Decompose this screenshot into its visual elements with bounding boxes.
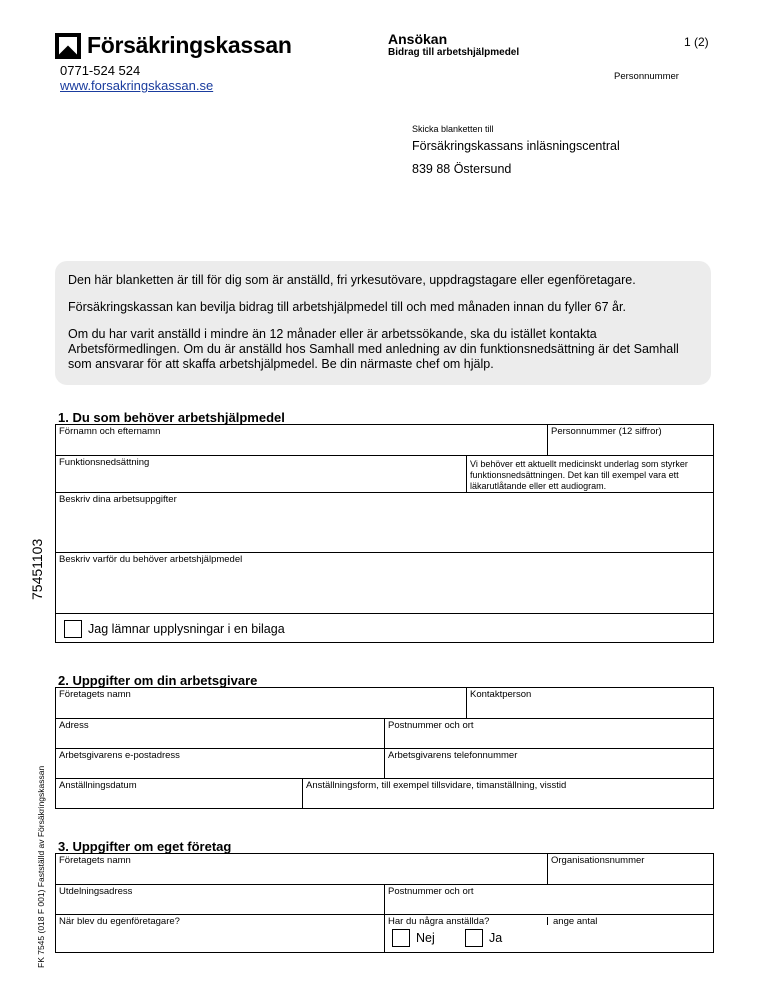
employer-email-label: Arbetsgivarens e-postadress [59,750,180,761]
employees-no-label: Nej [416,931,435,945]
phone-number: 0771-524 524 [60,63,141,78]
employee-count-field[interactable] [550,915,713,935]
employer-address-label: Adress [59,720,89,731]
website-link[interactable]: www.forsakringskassan.se [60,78,214,93]
employees-question: Har du några anställda? [388,916,490,927]
section-3-form [55,853,714,953]
own-company-field[interactable] [56,854,547,884]
personnummer-field[interactable] [548,425,713,455]
personnummer-label: Personnummer (12 siffror) [551,426,662,437]
need-reason-label: Beskriv varför du behöver arbetshjälpmedel [59,554,243,565]
delivery-address-field[interactable] [56,885,384,914]
employer-phone-label: Arbetsgivarens telefonnummer [388,750,518,761]
employer-company-field[interactable] [56,688,466,718]
self-employed-since-field[interactable] [56,915,384,952]
employees-yes-label: Ja [489,931,503,945]
self-employed-since-label: När blev du egenföretagare? [59,916,180,927]
section-2-title: 2. Uppgifter om din arbetsgivare [58,673,258,688]
delivery-address-label: Utdelningsadress [59,886,133,897]
employer-email-field[interactable] [56,749,384,778]
logo-mark-icon [55,33,81,59]
logo [55,32,292,59]
info-paragraph-1: Den här blanketten är till för dig som är anställd, fri yrkesutövare, uppdragstagare eller egenföretagare. [68,273,636,287]
form-id: FK 7545 (018 F 001) Fastställd av Försäkringskassan [36,765,46,968]
contact-person-label: Kontaktperson [470,689,532,700]
info-box [55,261,711,385]
attachment-label: Jag lämnar upplysningar i en bilaga [88,622,285,636]
page-number: 1 (2) [684,35,709,49]
barcode-number: 75451103 [29,538,45,600]
org-number-field[interactable] [548,854,713,884]
work-tasks-field[interactable] [56,493,713,552]
company-postal-label: Postnummer och ort [388,886,474,897]
need-reason-field[interactable] [56,553,713,613]
full-name-label: Förnamn och efternamn [59,426,161,437]
employment-date-label: Anställningsdatum [59,780,137,791]
employment-date-field[interactable] [56,779,302,809]
document-title: Ansökan [388,31,448,47]
section-3-title: 3. Uppgifter om eget företag [58,839,232,854]
employment-type-field[interactable] [303,779,713,809]
employer-postal-field[interactable] [385,719,713,748]
work-tasks-label: Beskriv dina arbetsuppgifter [59,494,177,505]
company-postal-field[interactable] [385,885,713,914]
info-paragraph-2: Försäkringskassan kan bevilja bidrag till arbetshjälpmedel till och med månaden innan du fyller 67 år. [68,300,626,314]
document-subtitle: Bidrag till arbetshjälpmedel [388,47,520,58]
employer-phone-field[interactable] [385,749,713,778]
send-to-address: 839 88 Östersund [412,162,512,176]
org-number-label: Organisationsnummer [551,855,645,866]
logo-text: Försäkringskassan [87,32,292,58]
employees-yes-checkbox[interactable] [465,929,483,947]
employer-address-field[interactable] [56,719,384,748]
employer-company-label: Företagets namn [59,689,131,700]
full-name-field[interactable] [56,425,546,455]
contact-person-field[interactable] [467,688,713,718]
own-company-label: Företagets namn [59,855,131,866]
send-to-name: Försäkringskassans inläsningscentral [412,139,620,153]
disability-field[interactable] [56,456,466,492]
section-1-title: 1. Du som behöver arbetshjälpmedel [58,410,285,425]
employment-type-label: Anställningsform, till exempel tillsvidare, timanställning, visstid [306,780,567,791]
section-2-form [55,687,714,809]
disability-note: Vi behöver ett aktuellt medicinskt underlag som styrker funktionsnedsättningen. Det kan till exempel vara ett läkarutlåtande eller ett audiogram. [470,459,688,491]
attachment-checkbox[interactable] [64,620,82,638]
send-to-label: Skicka blanketten till [412,124,494,134]
info-paragraph-3: Om du har varit anställd i mindre än 12 månader eller är arbetssökande, ska du istället kontakta Arbetsförmedlingen. Om du är anställd hos Samhall med anledning av din funktionsnedsättning är det Samhall som ansvarar för att skaffa arbetshjälpmedel. Be din närmaste chef om hjälp. [68,327,679,371]
employees-no-checkbox[interactable] [392,929,410,947]
disability-label: Funktionsnedsättning [59,457,150,468]
section-1-form [55,424,714,643]
employee-count-label: ange antal [553,916,598,927]
header-personnummer-label: Personnummer [614,71,679,82]
employer-postal-label: Postnummer och ort [388,720,474,731]
